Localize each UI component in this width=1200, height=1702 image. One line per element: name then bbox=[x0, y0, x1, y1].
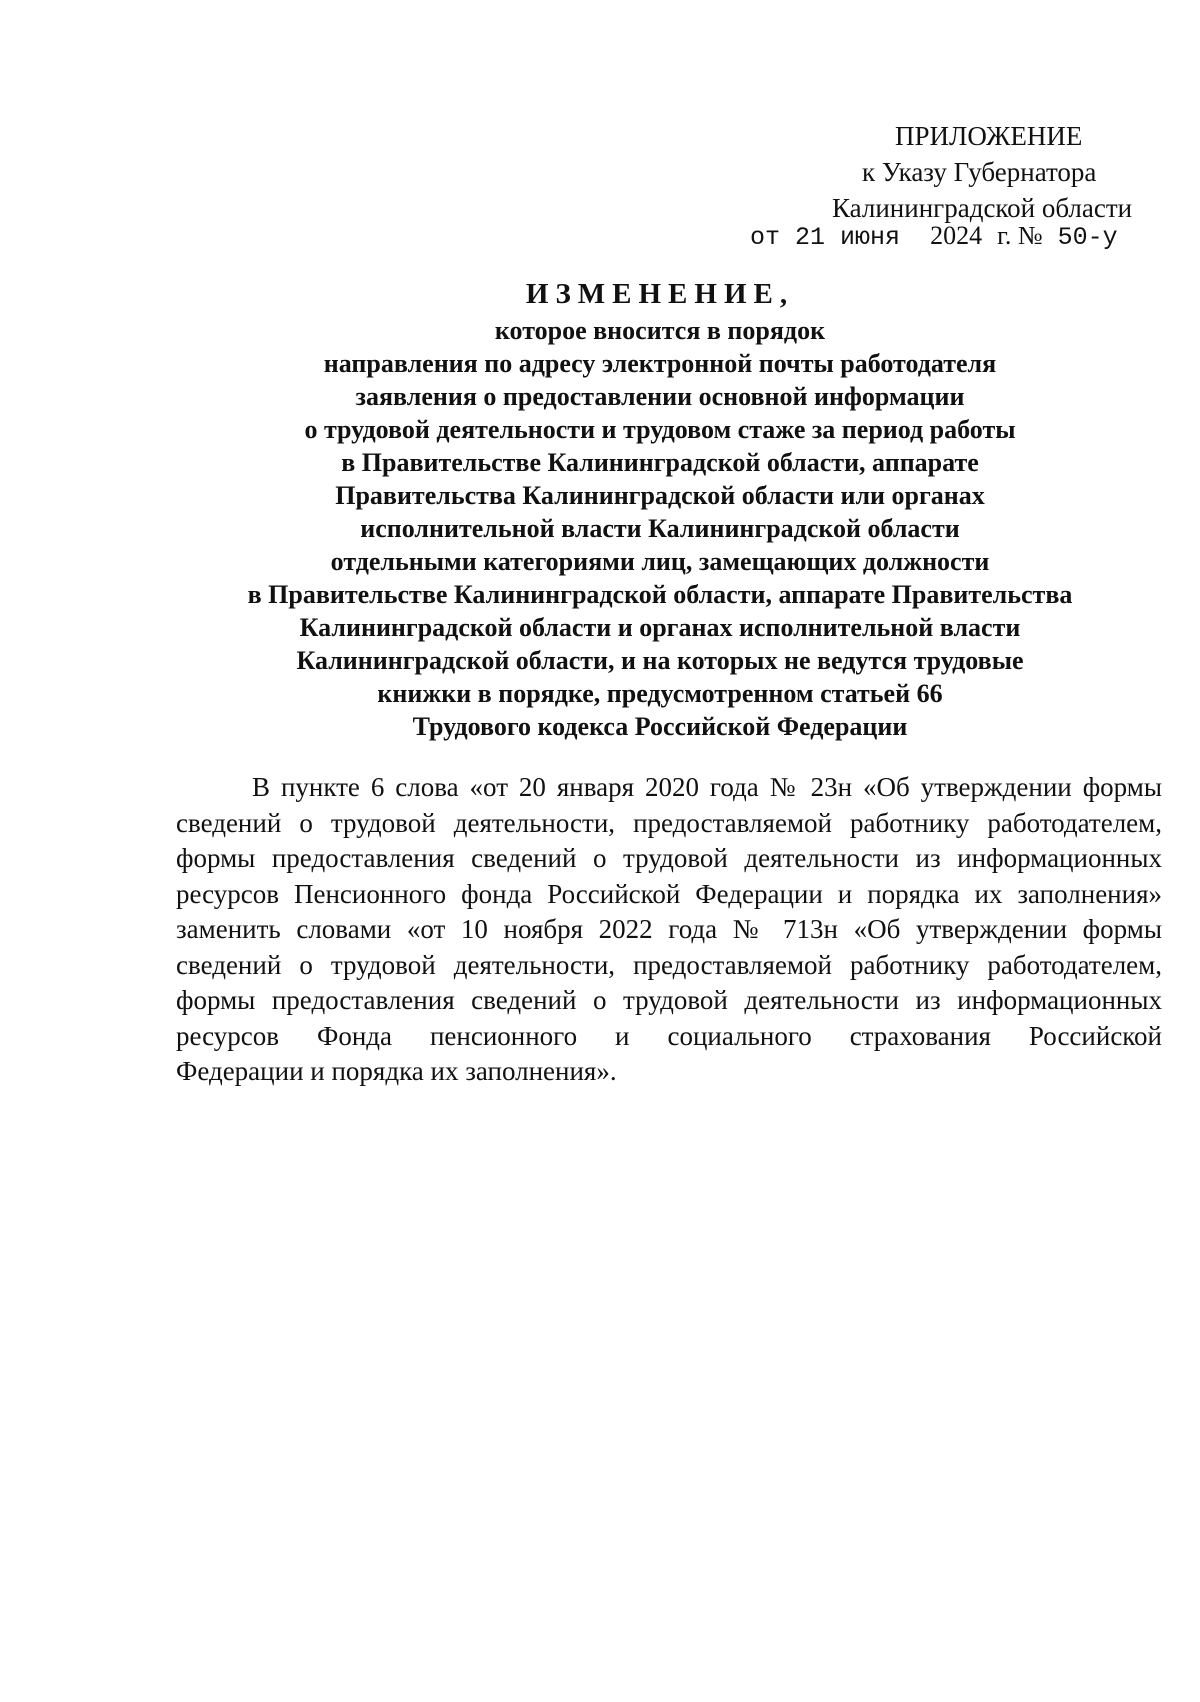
appendix-date-number bbox=[750, 218, 1118, 256]
body-paragraph bbox=[176, 770, 1162, 1090]
body-line: В пункте 6 слова «от 20 января 2020 года № 23н «Об утверждении формы bbox=[252, 772, 1162, 802]
body-line: формы предоставления сведений о трудовой деятельности из информационных bbox=[176, 843, 1162, 873]
document-title bbox=[120, 278, 1200, 743]
title-line: в Правительстве Калининградской области, аппарате bbox=[341, 448, 979, 477]
appendix-title: ПРИЛОЖЕНИЕ bbox=[895, 121, 1083, 151]
title-line: заявления о предоставлении основной информации bbox=[355, 382, 965, 411]
body-line: Федерации и порядка их заполнения». bbox=[176, 1056, 617, 1086]
title-line: книжки в порядке, предусмотренном статьей 66 bbox=[377, 679, 943, 708]
appendix-region: Калининградской области bbox=[832, 193, 1133, 223]
body-line: заменить словами «от 10 ноября 2022 года № 713н «Об утверждении формы bbox=[176, 914, 1162, 944]
title-line: Правительства Калининградской области или органах bbox=[335, 481, 985, 510]
date-year: 2024 bbox=[930, 221, 983, 250]
title-main: ИЗМЕНЕНИЕ, bbox=[525, 278, 795, 310]
year-suffix: г. № bbox=[997, 221, 1043, 250]
title-line: в Правительстве Калининградской области, аппарате Правительства bbox=[247, 580, 1073, 609]
title-line: отдельными категориями лиц, замещающих должности bbox=[330, 547, 990, 576]
body-line: сведений о трудовой деятельности, предоставляемой работнику работодателем, bbox=[176, 949, 1162, 980]
body-line: сведений о трудовой деятельности, предоставляемой работнику работодателем, bbox=[176, 807, 1162, 838]
title-line: Калининградской области, и на которых не ведутся трудовые bbox=[296, 646, 1024, 675]
title-line: о трудовой деятельности и трудовом стаже за период работы bbox=[304, 415, 1016, 444]
title-line: Калининградской области и органах исполнительной власти bbox=[299, 613, 1021, 642]
appendix-decree-ref: к Указу Губернатора bbox=[862, 157, 1097, 187]
title-line: исполнительной власти Калининградской области bbox=[360, 514, 960, 543]
title-line: Трудового кодекса Российской Федерации bbox=[412, 712, 908, 741]
decree-number: 50-у bbox=[1057, 223, 1118, 252]
body-line: формы предоставления сведений о трудовой деятельности из информационных bbox=[176, 985, 1162, 1015]
title-line: которое вносится в порядок bbox=[494, 316, 826, 345]
date-day-month: 21 июня bbox=[795, 223, 901, 252]
date-prefix: от bbox=[750, 223, 781, 252]
body-line: ресурсов Пенсионного фонда Российской Федерации и порядка их заполнения» bbox=[176, 878, 1162, 909]
appendix-header bbox=[750, 118, 1160, 252]
body-line: ресурсов Фонда пенсионного и социального страхования Российской bbox=[176, 1020, 1162, 1051]
title-line: направления по адресу электронной почты работодателя bbox=[323, 349, 997, 378]
